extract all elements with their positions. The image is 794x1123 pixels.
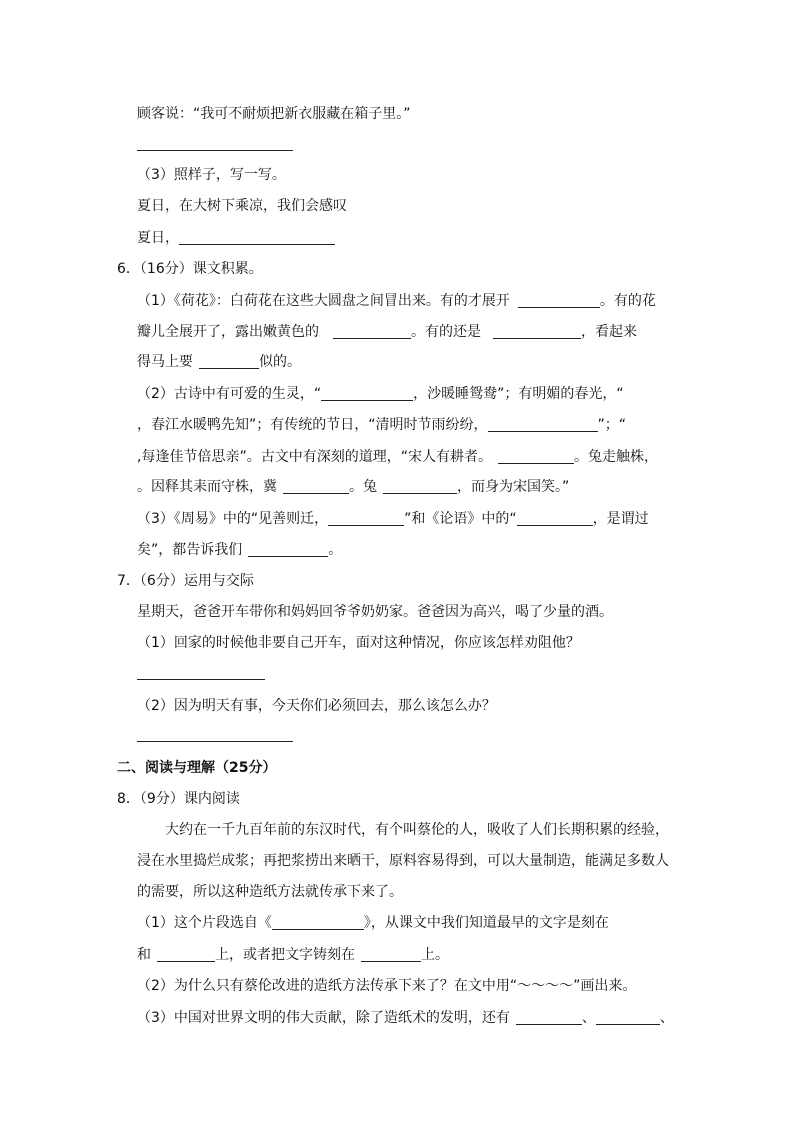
- q7-intro: 星期天，爸爸开车带你和妈妈回爷爷奶奶家。爸爸因为高兴，喝了少量的酒。: [137, 604, 613, 620]
- answer-blank[interactable]: [383, 479, 457, 494]
- answer-blank[interactable]: [272, 915, 364, 930]
- q6-line-6: [137, 447, 658, 467]
- q8-line-1: [137, 913, 609, 933]
- answer-blank[interactable]: [321, 386, 413, 401]
- answer-blank[interactable]: [248, 542, 328, 557]
- answer-line[interactable]: [137, 150, 293, 151]
- text: ”；“: [597, 417, 627, 433]
- section-2-heading: 二、阅读与理解（25分）: [117, 760, 277, 776]
- q8-line-2: [137, 945, 449, 965]
- q7-prompt-1: （1）回家的时候他非要自己开车，面对这种情况，你应该怎样劝阻他？: [137, 635, 580, 651]
- text: （3）《周易》中的“见善则迁，: [137, 511, 329, 527]
- text: （1）《荷花》：白荷花在这些大圆盘之间冒出来。有的才展开: [137, 293, 510, 309]
- text: 、: [581, 1010, 596, 1026]
- text: 。兔走触株，: [573, 449, 658, 465]
- q8-line-3: （2）为什么只有蔡伦改进的造纸方法传承下来了？在文中用“～～～～”画出来。: [137, 978, 637, 994]
- answer-line[interactable]: [137, 679, 265, 680]
- write-prefix: 夏日，: [137, 230, 179, 246]
- text: （1）这个片段选自《: [137, 915, 272, 931]
- passage-line-2: 浸在水里捣烂成浆；再把浆捞出来晒干，原料容易得到，可以大量制造，能满足多数人: [137, 853, 669, 869]
- answer-blank[interactable]: [283, 479, 349, 494]
- answer-blank[interactable]: [596, 1010, 660, 1025]
- question-8-title: 8．（9分）课内阅读: [117, 791, 240, 807]
- q6-line-2: [137, 322, 637, 342]
- q6-line-3: [137, 352, 301, 372]
- text: 矣”，都告诉我们: [137, 542, 243, 558]
- q6-line-8: [137, 509, 649, 529]
- answer-blank[interactable]: [488, 417, 598, 432]
- q6-line-4: [137, 384, 624, 404]
- text: ，而身为宋国笑。”: [457, 479, 570, 495]
- answer-blank[interactable]: [498, 449, 574, 464]
- q8-line-4: [137, 1008, 674, 1028]
- text: （3）中国对世界文明的伟大贡献，除了造纸术的发明，还有: [137, 1010, 510, 1026]
- passage-line-1: 大约在一千九百年前的东汉时代，有个叫蔡伦的人，吸收了人们长期积累的经验，: [165, 822, 669, 838]
- text: （2）古诗中有可爱的生灵，“: [137, 386, 322, 402]
- text: 、: [659, 1010, 674, 1026]
- text: 。兔: [349, 479, 377, 495]
- answer-blank[interactable]: [516, 1010, 582, 1025]
- text: 瓣儿全展开了，露出嫩黄色的: [137, 324, 319, 340]
- answer-blank[interactable]: [328, 511, 404, 526]
- answer-blank[interactable]: [179, 230, 335, 245]
- text: ，是谓过: [592, 511, 649, 527]
- text: ,每逢佳节倍思亲”。古文中有深刻的道理，“宋人有耕者。: [137, 449, 492, 465]
- answer-blank[interactable]: [199, 354, 259, 369]
- text: 和: [137, 947, 151, 963]
- passage-line-3: 的需要，所以这种造纸方法就传承下来了。: [137, 884, 403, 900]
- text: ，沙暖睡鸳鸯”；有明媚的春光，“: [413, 386, 624, 402]
- question-6-title: 6．（16分）课文积累。: [117, 261, 263, 277]
- answer-blank[interactable]: [157, 947, 215, 962]
- customer-quote: 顾客说：“我可不耐烦把新衣服藏在箱子里。”: [137, 106, 411, 122]
- q7-prompt-2: （2）因为明天有事，今天你们必须回去，那么该怎么办？: [137, 698, 496, 714]
- q6-line-9: [137, 540, 342, 560]
- text: ”和《论语》中的“: [404, 511, 517, 527]
- question-3-title: （3）照样子，写一写。: [137, 167, 286, 183]
- answer-blank[interactable]: [517, 511, 593, 526]
- text: 。有的还是: [411, 324, 481, 340]
- text: 》，从课文中我们知道最早的文字是刻在: [363, 915, 609, 931]
- text: 似的。: [259, 354, 301, 370]
- q6-line-5: [137, 415, 626, 435]
- text: ，春江水暖鸭先知”；有传统的节日，“清明时节雨纷纷，: [137, 417, 488, 433]
- text: 上。: [421, 947, 449, 963]
- example-sentence: 夏日，在大树下乘凉，我们会感叹: [137, 198, 347, 214]
- answer-blank[interactable]: [361, 947, 421, 962]
- question-7-title: 7．（6分）运用与交际: [117, 573, 254, 589]
- answer-blank[interactable]: [518, 293, 600, 308]
- q6-line-7: [137, 477, 569, 497]
- answer-blank[interactable]: [333, 324, 411, 339]
- text: 。有的花: [599, 293, 656, 309]
- q6-line-1: [137, 291, 656, 311]
- text: 上，或者把文字铸刻在: [215, 947, 355, 963]
- text: 。: [328, 542, 343, 558]
- text: 得马上要: [137, 354, 193, 370]
- answer-blank[interactable]: [493, 324, 581, 339]
- text: 。因释其耒而守株，冀: [137, 479, 277, 495]
- write-line: [137, 228, 335, 248]
- answer-line[interactable]: [137, 741, 293, 742]
- text: ，看起来: [581, 324, 637, 340]
